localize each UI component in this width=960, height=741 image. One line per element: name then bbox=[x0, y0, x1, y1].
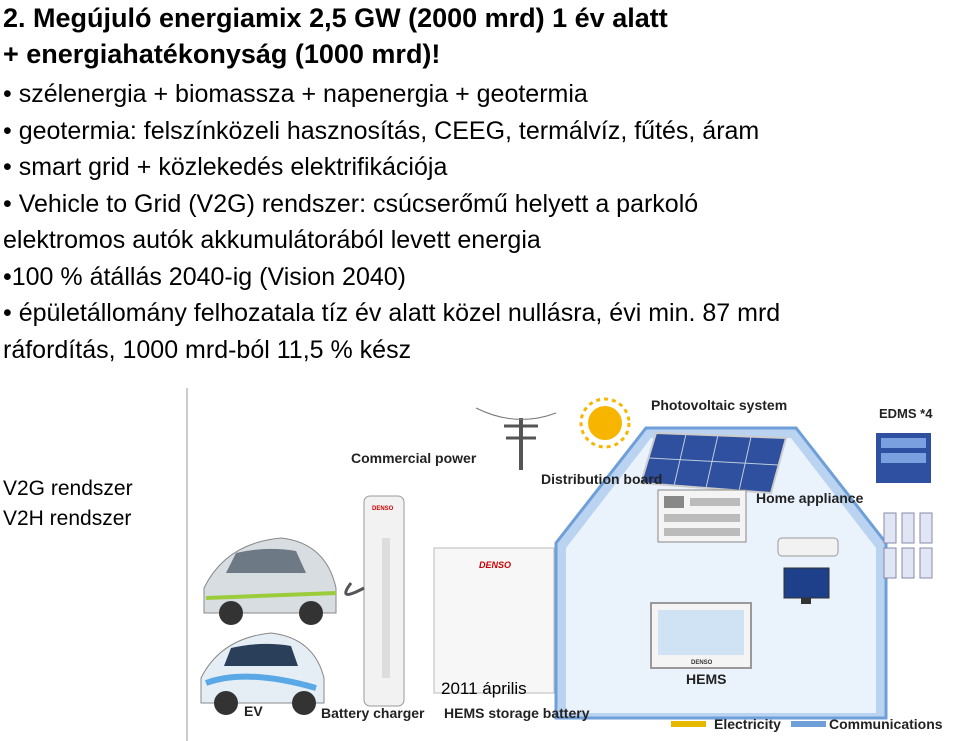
bullet-line: • épületállomány felhozatala tíz év alatt közel nullásra, évi min. 87 mrd bbox=[3, 299, 781, 327]
commercial-power-label: Commercial power bbox=[351, 450, 477, 466]
hems-label: HEMS bbox=[686, 671, 727, 687]
photovoltaic-label: Photovoltaic system bbox=[651, 397, 788, 413]
denso-battery-logo: DENSO bbox=[479, 560, 512, 570]
charger-icon bbox=[346, 496, 404, 706]
storage-battery-label: HEMS storage battery bbox=[444, 705, 590, 721]
display-icon bbox=[651, 603, 751, 668]
bullet-line: •100 % átállás 2040-ig (Vision 2040) bbox=[3, 262, 406, 291]
bullet-line: • geotermia: felszínközeli hasznosítás, CEEG, termálvíz, fűtés, áram bbox=[3, 116, 760, 145]
date-caption: 2011 április bbox=[441, 679, 527, 698]
bullet-line: • szélenergia + biomassza + napenergia + geotermia bbox=[3, 80, 588, 108]
ev-label: EV bbox=[244, 703, 263, 719]
server-icon bbox=[876, 433, 932, 578]
bullet-line: ráfordítás, 1000 mrd-ból 11,5 % kész bbox=[3, 335, 412, 364]
title-line-2: + energiahatékonyság (1000 mrd)! bbox=[3, 39, 441, 69]
v2h-label: V2H rendszer bbox=[3, 507, 132, 530]
title-line-1: 2. Megújuló energiamix 2,5 GW (2000 mrd) 1 év alatt bbox=[3, 3, 668, 33]
solar-panel-icon bbox=[641, 433, 786, 493]
slide-title bbox=[3, 0, 668, 72]
battery-charger-label: Battery charger bbox=[321, 705, 425, 721]
v2g-label: V2G rendszer bbox=[3, 477, 133, 500]
electricity-label: Electricity bbox=[714, 716, 781, 732]
home-appliance-label: Home appliance bbox=[756, 490, 864, 506]
side-labels bbox=[3, 474, 133, 534]
sun-icon bbox=[581, 399, 629, 447]
edms-label: EDMS *4 bbox=[879, 406, 933, 421]
bullet-line: • smart grid + közlekedés elektrifikációja bbox=[3, 153, 448, 181]
bullet-line: • Vehicle to Grid (V2G) rendszer: csúcserőmű helyett a parkoló bbox=[3, 189, 699, 218]
bullet-list bbox=[3, 76, 780, 368]
denso-hems-logo: DENSO bbox=[691, 660, 713, 666]
denso-charger-logo: DENSO bbox=[372, 506, 394, 512]
battery-icon bbox=[434, 548, 554, 693]
utility-pole-icon bbox=[476, 408, 556, 470]
communications-label: Communications bbox=[829, 716, 943, 732]
distribution-board-icon bbox=[658, 490, 746, 542]
bullet-line: elektromos autók akkumulátorából levett energia bbox=[3, 226, 541, 254]
distribution-board-label: Distribution board bbox=[541, 471, 663, 487]
car-icon bbox=[204, 538, 336, 625]
v2h-system-diagram bbox=[186, 388, 960, 741]
air-conditioner-icon bbox=[778, 538, 838, 556]
